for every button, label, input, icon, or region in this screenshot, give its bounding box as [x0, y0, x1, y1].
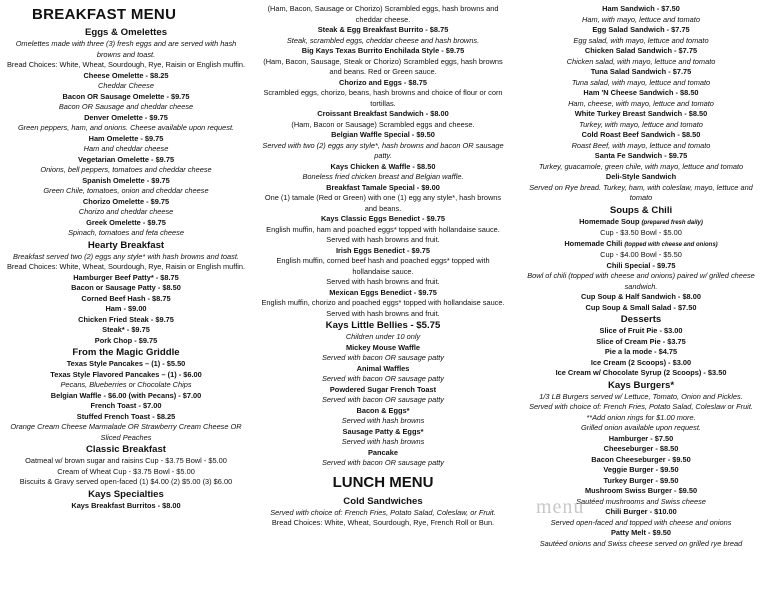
menu-item	[4, 315, 248, 326]
menu-item-text: Animal Waffles	[356, 363, 410, 373]
menu-line	[518, 250, 764, 261]
item-description	[518, 402, 764, 413]
menu-line-text: English muffin, chorizo and poached eggs* topped with hollandaise sauce.	[261, 298, 505, 307]
item-description	[518, 99, 764, 110]
menu-item	[4, 113, 248, 124]
menu-line	[258, 57, 508, 78]
menu-item	[4, 71, 248, 82]
menu-line-text: Bread Choices: White, Wheat, Sourdough, Rye, French Roll or Bun.	[271, 518, 495, 527]
menu-item	[258, 46, 508, 57]
menu-item	[4, 304, 248, 315]
menu-item-text: Hamburger - $7.50	[608, 433, 674, 443]
item-description-text: Sautéed onions and Swiss cheese served on grilled rye bread	[539, 538, 743, 548]
menu-item-text: Mexican Eggs Benedict - $9.75	[329, 287, 437, 297]
menu-line-text: Bread Choices: White, Wheat, Sourdough, Rye, Raisin or English muffin.	[6, 60, 246, 69]
menu-item-text: Pancake	[368, 447, 398, 457]
menu-item-text: Patty Melt - $9.50	[611, 528, 671, 537]
menu-item-text: Chili Burger - $10.00	[605, 507, 677, 516]
menu-item	[4, 218, 248, 229]
menu-item-text: Belgian Waffle - $6.00 (with Pecans) - $7.00	[50, 390, 202, 400]
menu-item	[518, 88, 764, 99]
menu-item	[518, 67, 764, 78]
menu-item	[4, 294, 248, 305]
menu-item	[4, 92, 248, 103]
item-description	[518, 57, 764, 68]
menu-item-text: Ham Sandwich - $7.50	[602, 4, 680, 13]
lunch-items-continued	[518, 4, 764, 549]
menu-item	[518, 455, 764, 466]
menu-item-text: Ham 'N Cheese Sandwich - $8.50	[583, 88, 699, 97]
section-heading-text: Cold Sandwiches	[343, 495, 423, 507]
menu-line	[258, 277, 508, 288]
menu-item	[4, 197, 248, 208]
section-heading-text: Soups & Chili	[609, 204, 673, 216]
menu-item-text: Cheeseburger - $8.50	[603, 444, 679, 453]
menu-item	[4, 176, 248, 187]
menu-item	[258, 214, 508, 225]
menu-item-text: Ham Omelette - $9.75	[88, 133, 164, 143]
item-description	[4, 165, 248, 176]
item-description-text: Green peppers, ham, and onions. Cheese available upon request.	[17, 123, 235, 132]
menu-item	[258, 427, 508, 438]
item-note: (topped with cheese and onions)	[624, 241, 718, 248]
menu-item	[518, 172, 764, 183]
menu-item	[258, 25, 508, 36]
section-heading-text: Kays Burgers*	[607, 379, 675, 391]
menu-item-text: Chicken Salad Sandwich - $7.75	[584, 46, 698, 55]
menu-item	[518, 486, 764, 497]
menu-item-text: Steak* - $9.75	[102, 325, 150, 334]
item-description	[518, 539, 764, 550]
breakfast-items	[4, 26, 248, 511]
item-description	[258, 353, 508, 364]
menu-item-text: Ice Cream (2 Scoops) - $3.00	[590, 357, 692, 367]
menu-line	[258, 193, 508, 214]
menu-item-text: Stuffed French Toast - $8.25	[76, 411, 176, 421]
menu-item-text: Greek Omelette - $9.75	[86, 217, 166, 227]
section-heading-text: Hearty Breakfast	[87, 239, 165, 251]
item-description-text: Chorizo and cheddar cheese	[78, 207, 174, 216]
menu-item	[258, 406, 508, 417]
menu-item	[518, 444, 764, 455]
menu-item	[4, 134, 248, 145]
menu-line-text: One (1) tamale (Red or Green) with one (1) egg any style*, hash browns and beans.	[264, 193, 502, 213]
item-description	[518, 120, 764, 131]
item-description-text: Omelettes made with three (3) fresh eggs and are served with hash browns and toast.	[15, 39, 237, 59]
menu-item-text: Kays Classic Eggs Benedict - $9.75	[320, 214, 446, 223]
menu-item-text: Vegetarian Omelette - $9.75	[77, 154, 175, 164]
item-description-text: Served with choice of: French Fries, Potato Salad, Coleslaw, or Fruit.	[270, 507, 496, 517]
section-heading-text: Eggs & Omelettes	[84, 27, 168, 38]
menu-item-text: Deli-Style Sandwich	[605, 172, 677, 181]
item-description	[518, 183, 764, 204]
menu-item	[518, 292, 764, 303]
item-description	[518, 162, 764, 173]
menu-line-text: Served with hash browns and fruit.	[326, 277, 440, 286]
item-description	[258, 332, 508, 343]
breakfast-menu-title: BREAKFAST MENU	[32, 6, 177, 23]
menu-item	[4, 412, 248, 423]
menu-item	[258, 162, 508, 173]
section-heading	[4, 488, 248, 501]
menu-line	[258, 256, 508, 277]
item-description	[4, 380, 248, 391]
item-description	[258, 437, 508, 448]
menu-item-text: French Toast - $7.00	[90, 401, 162, 410]
section-heading	[518, 379, 764, 392]
menu-item	[258, 385, 508, 396]
menu-item-text: Cup Soup & Half Sandwich - $8.00	[581, 292, 701, 301]
item-description	[258, 141, 508, 162]
menu-item	[4, 336, 248, 347]
item-description-text: Ham, with mayo, lettuce and tomato	[582, 14, 700, 24]
menu-item-text: Chicken Fried Steak - $9.75	[78, 314, 174, 324]
menu-line	[4, 467, 248, 478]
item-description	[4, 228, 248, 239]
item-description	[518, 423, 764, 434]
menu-item-text: Bacon OR Sausage Omelette - $9.75	[62, 91, 190, 101]
item-description-text: 1/3 LB Burgers served w/ Lettuce, Tomato, Onion and Pickles.	[539, 391, 743, 401]
menu-item-text: Slice of Fruit Pie - $3.00	[599, 326, 683, 335]
menu-item	[4, 273, 248, 284]
menu-item	[518, 434, 764, 445]
item-description	[518, 518, 764, 529]
item-description-text: Served with bacon OR sausage patty	[321, 395, 444, 404]
menu-line	[4, 477, 248, 488]
item-description-text: Bacon OR Sausage and cheddar cheese	[58, 102, 194, 111]
menu-item	[518, 358, 764, 369]
item-description-text: Ham, cheese, with mayo, lettuce and tomato	[568, 98, 714, 108]
menu-item	[258, 130, 508, 141]
item-description-text: Served with hash browns	[341, 437, 425, 446]
menu-item-text: Egg Salad Sandwich - $7.75	[592, 25, 690, 34]
menu-line	[258, 518, 508, 529]
menu-line-text: (Ham, Bacon or Sausage) Scrambled eggs and cheese.	[291, 119, 475, 129]
menu-item-text: Pork Chop - $9.75	[94, 335, 158, 345]
item-description	[258, 36, 508, 47]
menu-line-text: (Ham, Bacon, Sausage, Steak or Chorizo) Scrambled eggs, hash browns and beans. Red or Green sauce.	[263, 56, 503, 76]
menu-item-text: Santa Fe Sandwich - $9.75	[594, 151, 688, 160]
menu-item	[518, 528, 764, 539]
menu-line	[258, 120, 508, 131]
menu-item	[258, 288, 508, 299]
menu-item	[518, 4, 764, 15]
menu-item	[518, 239, 764, 251]
section-heading-text: Desserts	[620, 314, 662, 325]
item-description-text: Turkey, guacamole, green chile, with mayo, lettuce and tomato	[538, 161, 744, 171]
menu-item	[4, 370, 248, 381]
menu-item	[258, 343, 508, 354]
menu-item	[258, 246, 508, 257]
menu-item	[518, 465, 764, 476]
item-description	[518, 36, 764, 47]
item-description-text: Grilled onion available upon request.	[581, 423, 701, 432]
item-description-text: Green Chile, tomatoes, onion and cheddar cheese	[43, 186, 209, 195]
item-description-text: Cheddar Cheese	[98, 81, 154, 90]
menu-line-text: Cup - $4.00 Bowl - $5.50	[600, 250, 682, 259]
menu-line-text: (Ham, Bacon, Sausage or Chorizo) Scrambled eggs, hash browns and cheddar cheese.	[267, 4, 499, 24]
item-description	[4, 252, 248, 263]
item-description	[258, 172, 508, 183]
menu-item	[518, 326, 764, 337]
item-description-text: Onions, bell peppers, tomatoes and cheddar cheese	[40, 165, 212, 174]
section-heading	[4, 239, 248, 252]
menu-line-text: English muffin, ham and poached eggs* topped with hollandaise sauce.	[266, 224, 500, 234]
menu-line	[258, 88, 508, 109]
menu-item	[4, 391, 248, 402]
menu-item-text: Cheese Omelette - $8.25	[83, 70, 169, 80]
item-description-text: Served with bacon OR sausage patty	[321, 374, 444, 383]
menu-item	[518, 261, 764, 272]
menu-item-text: Mickey Mouse Waffle	[345, 342, 421, 352]
menu-item	[258, 109, 508, 120]
menu-item-text: Breakfast Tamale Special - $9.00	[326, 182, 440, 192]
menu-item-text: Irish Eggs Benedict - $9.75	[335, 245, 431, 255]
item-description	[258, 416, 508, 427]
menu-line	[258, 225, 508, 236]
watermark: menu	[536, 496, 585, 518]
item-description	[518, 78, 764, 89]
item-description	[258, 374, 508, 385]
menu-item-text: Kays Chicken & Waffle - $8.50	[330, 161, 436, 171]
item-description-text: Turkey, with mayo, lettuce and tomato	[579, 119, 703, 129]
item-description	[4, 186, 248, 197]
menu-item-text: Big Kays Texas Burrito Enchilada Style - $9.75	[301, 46, 465, 55]
menu-line	[4, 60, 248, 71]
menu-item	[258, 78, 508, 89]
menu-item-text: Bacon Cheeseburger - $9.50	[591, 454, 691, 464]
item-description-text: Chicken salad, with mayo, lettuce and tomato	[566, 56, 716, 66]
menu-line-text: Biscuits & Gravy served open-faced (1) $4.00 (2) $5.00 (3) $6.00	[19, 477, 233, 486]
menu-item	[4, 283, 248, 294]
item-description-text: Served with hash browns	[341, 416, 425, 425]
item-description-text: Served with choice of: French Fries, Potato Salad, Coleslaw or Fruit.	[529, 402, 753, 411]
item-description	[4, 422, 248, 443]
menu-item-text: Texas Style Pancakes – (1) - $5.50	[66, 359, 186, 368]
menu-item-text: Homemade Soup	[579, 216, 640, 226]
item-description-text: Tuna salad, with mayo, lettuce and tomato	[571, 77, 711, 87]
menu-item	[258, 448, 508, 459]
menu-item	[518, 337, 764, 348]
item-description-text: **Add onion rings for $1.00 more.	[586, 412, 696, 422]
item-description-text: Served open-faced and topped with cheese and onions	[550, 517, 732, 527]
menu-item	[4, 359, 248, 370]
menu-line-text: Scrambled eggs, chorizo, beans, hash browns and choice of flour or corn tortillas.	[263, 88, 503, 108]
menu-item-text: Pie a la mode - $4.75	[604, 347, 678, 356]
menu-item-text: Mushroom Swiss Burger - $9.50	[584, 486, 698, 495]
menu-item-text: Chili Special - $9.75	[606, 260, 676, 270]
menu-line	[4, 456, 248, 467]
item-description-text: Sautéed mushrooms and Swiss cheese	[576, 496, 706, 506]
menu-item-text: Powdered Sugar French Toast	[329, 384, 437, 394]
menu-line-text: Cream of Wheat Cup - $3.75 Bowl - $5.00	[57, 466, 195, 476]
menu-item-text: Steak & Egg Breakfast Burrito - $8.75	[317, 25, 449, 34]
section-heading-text: From the Magic Griddle	[72, 347, 180, 358]
menu-item	[518, 151, 764, 162]
menu-item-text: Texas Style Flavored Pancakes – (1) - $6.00	[50, 369, 202, 379]
menu-line-text: English muffin, corned beef hash and poached eggs* topped with hollandaise sauce.	[276, 256, 490, 276]
item-description	[258, 395, 508, 406]
menu-line-text: Served with hash browns and fruit.	[326, 308, 440, 318]
item-description	[4, 144, 248, 155]
item-description	[518, 15, 764, 26]
lunch-items	[258, 495, 508, 529]
lunch-menu-title: LUNCH MENU	[332, 473, 434, 491]
menu-line	[4, 262, 248, 273]
item-description	[258, 458, 508, 469]
menu-item-text: White Turkey Breast Sandwich - $8.50	[574, 109, 708, 118]
menu-item-text: Ham - $9.00	[105, 304, 147, 313]
section-heading	[258, 319, 508, 332]
menu-line	[258, 309, 508, 320]
menu-item	[518, 25, 764, 36]
item-description-text: Egg salad, with mayo, lettuce and tomato	[573, 35, 709, 45]
menu-item	[518, 347, 764, 358]
section-heading	[258, 495, 508, 508]
menu-item-text: Chorizo Omelette - $9.75	[82, 196, 170, 206]
item-description	[518, 413, 764, 424]
menu-item	[518, 46, 764, 57]
section-heading	[4, 443, 248, 456]
item-description	[4, 102, 248, 113]
menu-item	[4, 401, 248, 412]
item-description-text: Served with bacon OR sausage patty	[321, 353, 444, 362]
item-description-text: Served on Rye bread. Turkey, ham, with coleslaw, mayo, lettuce and tomato	[529, 182, 753, 202]
menu-line	[258, 235, 508, 246]
item-description-text: Served with bacon OR sausage patty	[321, 458, 444, 467]
menu-item-text: Turkey Burger - $9.50	[603, 475, 679, 485]
menu-item	[4, 501, 248, 512]
menu-item-text: Veggie Burger - $9.50	[603, 465, 679, 474]
menu-item-text: Bacon & Eggs*	[356, 405, 410, 415]
menu-item-text: Slice of Cream Pie - $3.75	[596, 336, 686, 346]
menu-line	[258, 4, 508, 25]
item-description-text: Spinach, tomatoes and feta cheese	[68, 228, 184, 237]
menu-item	[4, 155, 248, 166]
menu-item	[518, 130, 764, 141]
menu-item	[518, 217, 764, 229]
item-description-text: Steak, scrambled eggs, cheddar cheese and hash browns.	[286, 35, 480, 45]
menu-item	[258, 364, 508, 375]
menu-item-text: Belgian Waffle Special - $9.50	[331, 130, 435, 139]
menu-item-text: Cold Roast Beef Sandwich - $8.50	[581, 130, 701, 139]
menu-item-text: Chorizo and Eggs - $8.75	[339, 77, 427, 87]
menu-line-text: Cup - $3.50 Bowl - $5.00	[600, 228, 682, 237]
section-heading-text: Classic Breakfast	[86, 444, 166, 455]
item-description	[4, 81, 248, 92]
item-description-text: Roast Beef, with mayo, lettuce and tomato	[571, 140, 711, 150]
menu-item-text: Cup Soup & Small Salad - $7.50	[585, 302, 697, 312]
menu-item-text: Sausage Patty & Eggs*	[342, 426, 424, 436]
menu-item-text: Denver Omelette - $9.75	[84, 112, 168, 122]
menu-item-text: Ice Cream w/ Chocolate Syrup (2 Scoops) - $3.50	[555, 368, 727, 377]
menu-line-text: Bread Choices: White, Wheat, Sourdough, Rye, Raisin or English muffin.	[6, 262, 246, 271]
menu-line	[258, 298, 508, 309]
item-description	[4, 39, 248, 60]
item-description	[4, 123, 248, 134]
item-description-text: Served with two (2) eggs any style*, hash browns and bacon OR sausage patty.	[262, 140, 504, 160]
item-description	[518, 141, 764, 152]
item-description	[258, 508, 508, 519]
item-description-text: Pecans, Blueberries or Chocolate Chips	[60, 380, 192, 389]
item-description-text: Bowl of chili (topped with cheese and onions) paired w/ grilled cheese sandwich.	[527, 271, 755, 291]
menu-item-text: Croissant Breakfast Sandwich - $8.00	[317, 109, 449, 118]
breakfast-items-continued	[258, 4, 508, 469]
item-note: (prepared fresh daily)	[641, 219, 703, 226]
section-heading-text: Kays Little Bellies - $5.75	[325, 320, 441, 331]
menu-item-text: Corned Beef Hash - $8.75	[81, 293, 171, 303]
item-description	[518, 271, 764, 292]
menu-item-text: Bacon or Sausage Patty - $8.50	[71, 283, 181, 292]
section-heading	[4, 346, 248, 359]
menu-item	[518, 303, 764, 314]
menu-line-text: Oatmeal w/ brown sugar and raisins Cup - $3.75 Bowl - $5.00	[25, 456, 227, 465]
menu-item	[258, 183, 508, 194]
middle-column	[258, 4, 508, 529]
section-heading	[518, 313, 764, 326]
menu-item-text: Tuna Salad Sandwich - $7.75	[590, 67, 692, 76]
item-description-text: Boneless fried chicken breast and Belgian waffle.	[302, 172, 464, 181]
menu-item	[4, 325, 248, 336]
breakfast-column	[4, 4, 248, 511]
menu-item-text: Kays Breakfast Burritos - $8.00	[71, 500, 181, 510]
menu-item-text: Hamburger Beef Patty* - $8.75	[73, 272, 179, 282]
menu-item	[518, 476, 764, 487]
item-description-text: Breakfast served two (2) eggs any style* with hash browns and toast.	[13, 251, 239, 261]
lunch-column	[518, 4, 764, 549]
menu-item	[518, 109, 764, 120]
item-description-text: Ham and cheddar cheese	[83, 144, 169, 153]
section-heading	[4, 26, 248, 39]
section-heading	[518, 204, 764, 217]
section-heading-text: Kays Specialties	[88, 488, 164, 500]
menu-item	[518, 368, 764, 379]
menu-item-text: Homemade Chili	[564, 238, 623, 248]
item-description-text: Orange Cream Cheese Marmalade OR Strawberry Cream Cheese OR Sliced Peaches	[10, 422, 242, 442]
item-description	[518, 392, 764, 403]
menu-line-text: Served with hash browns and fruit.	[326, 235, 440, 244]
menu-item-text: Spanish Omelette - $9.75	[82, 175, 170, 185]
item-description	[4, 207, 248, 218]
item-description-text: Children under 10 only	[345, 332, 421, 341]
menu-line	[518, 228, 764, 239]
